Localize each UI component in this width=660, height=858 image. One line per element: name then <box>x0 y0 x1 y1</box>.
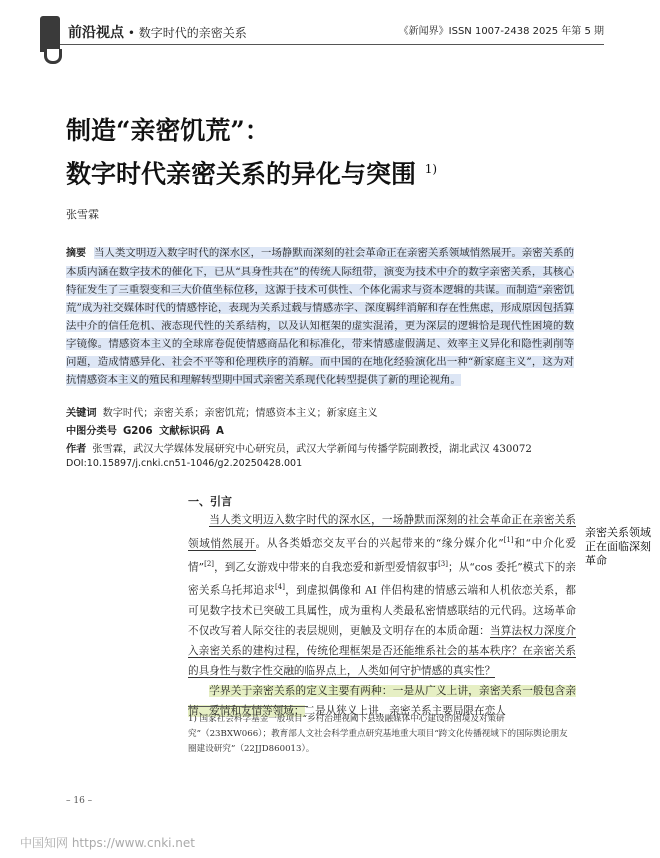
p1-part-c: 和“中介化爱情” <box>188 537 576 574</box>
doi: DOI:10.15897/j.cnki.cn51-1046/g2.20250428.001 <box>66 458 303 469</box>
header-section-subtitle: • 数字时代的亲密关系 <box>127 26 247 40</box>
p1-part-b: 。从各类婚恋交友平台的兴起带来的“缘分媒介化” <box>255 537 504 550</box>
classification <box>66 422 224 437</box>
classification-label: 中图分类号 <box>66 426 117 437</box>
cnki-watermark: 中国知网 https://www.cnki.net <box>20 836 195 850</box>
section-heading: 一、引言 <box>188 495 232 508</box>
highlighted-definition: 学界关于亲密关系的定义主要有两种：一是从广义上讲，亲密关系一般包含亲情、爱情和友情等领域； <box>188 684 576 717</box>
title-line-2: 数字时代亲密关系的异化与突围 <box>66 159 417 189</box>
abstract-text: 当人类文明迈入数字时代的深水区，一场静默而深刻的社会革命正在亲密关系领域悄然展开。亲密关系的本质内涵在数字技术的催化下，已从“具身性共在”的传统人际纽带，演变为技术中介的数字亲密关系，其核心特征发生了三重裂变和三大价值坐标位移，这源于技术可供性、个体化需求与资本逻辑的共谋。而制造“亲密饥荒”成为社交媒体时代的情感悖论，表现为关系过载与情感赤字、深度羁绊消解和存在性焦虑，形成原因包括算法中介的信任危机、液态现代性的关系结构，以及认知框架的虚实混淆，更为深层的逻辑恰是现代性困境的数字镜像。情感资本主义的全球席卷促使情感商品化和标准化，带来情感虚假满足、效率主义异化和隐性剥削等问题，造成情感异化、社会不平等和伦理秩序的消解。而中国的在地化经验演化出一种“新家庭主义”，这为对抗情感资本主义的殖民和理解转型期中国式亲密关系现代化转型提供了新的理论视角。 <box>66 247 575 386</box>
margin-note: 亲密关系领域正在面临深刻革命 <box>585 526 651 567</box>
p1-part-f: ，到虚拟偶像和 AI 伴侣构建的情感云端和人机依恋关系，都可见数字技术已突破工具属性，成为重构人类最私密情感联结的元代码。这场革命不仅改写着人际交往的表层规则，更触及文明存在的本质命题： <box>188 584 576 637</box>
author-info-label: 作者 <box>66 444 87 455</box>
abstract-label: 摘要 <box>66 248 87 259</box>
p1-part-e: ；从“cos 委托”模式下的亲密关系乌托邦追求 <box>188 561 577 597</box>
p2-part-b: 二是从狭义上讲，亲密关系主要局限在恋人 <box>304 704 506 717</box>
classification-value: G206 <box>122 426 153 437</box>
citation-3: [3] <box>438 559 448 568</box>
title-footnote-marker: 1) <box>424 162 438 176</box>
author-info <box>66 440 532 455</box>
paragraph-1 <box>188 510 576 681</box>
page-number: – 16 – <box>66 796 93 806</box>
highlighted-sentence: 当人类文明迈入数字时代的深水区，一场静默而深刻的社会革命正在亲密关系领域悄然展开 <box>188 514 576 550</box>
citation-4: [4] <box>275 583 285 592</box>
body-text <box>188 510 576 721</box>
article-title <box>66 112 437 193</box>
footnote-divider <box>188 706 308 707</box>
author-info-text: 张雪霖，武汉大学媒体发展研究中心研究员，武汉大学新闻与传播学院副教授，湖北武汉 430072 <box>92 444 532 455</box>
keywords-text: 数字时代；亲密关系；亲密饥荒；情感资本主义；新家庭主义 <box>102 408 378 419</box>
header-section <box>68 22 247 42</box>
abstract <box>66 244 574 389</box>
header-divider <box>60 44 604 45</box>
title-line-1: 制造“亲密饥荒”： <box>66 116 270 145</box>
journal-info: 《新闻界》ISSN 1007-2438 2025 年第 5 期 <box>398 26 604 37</box>
underlined-question: 当算法权力深度介入亲密关系的建构过程，传统伦理框架是否还能维系社会的基本秩序？在亲密关系的具身性与数字性交融的临界点上，人类如何守护情感的真实性？ <box>188 624 577 677</box>
keywords <box>66 404 378 419</box>
document-code-label: 文献标识码 <box>159 426 210 437</box>
p1-part-d: ，到乙女游戏中带来的自我恋爱和新型爱情叙事 <box>214 561 439 574</box>
citation-2: [2] <box>204 559 215 568</box>
keywords-label: 关键词 <box>66 408 97 419</box>
header-tab-icon <box>40 16 60 52</box>
author-name: 张雪霖 <box>66 208 99 221</box>
citation-1: [1] <box>503 536 514 544</box>
document-code-value: A <box>216 426 224 437</box>
footnote: 1) 国家社会科学基金一般项目“乡村治理视阈下县级融媒体中心建设的困境及对策研究”（23BXW066）；教育部人文社会科学重点研究基地重大项目“跨文化传播视域下的国际舆论朋友圈建设研究”（22JJD860013）。 <box>188 714 568 754</box>
header-section-title: 前沿视点 <box>68 25 124 41</box>
